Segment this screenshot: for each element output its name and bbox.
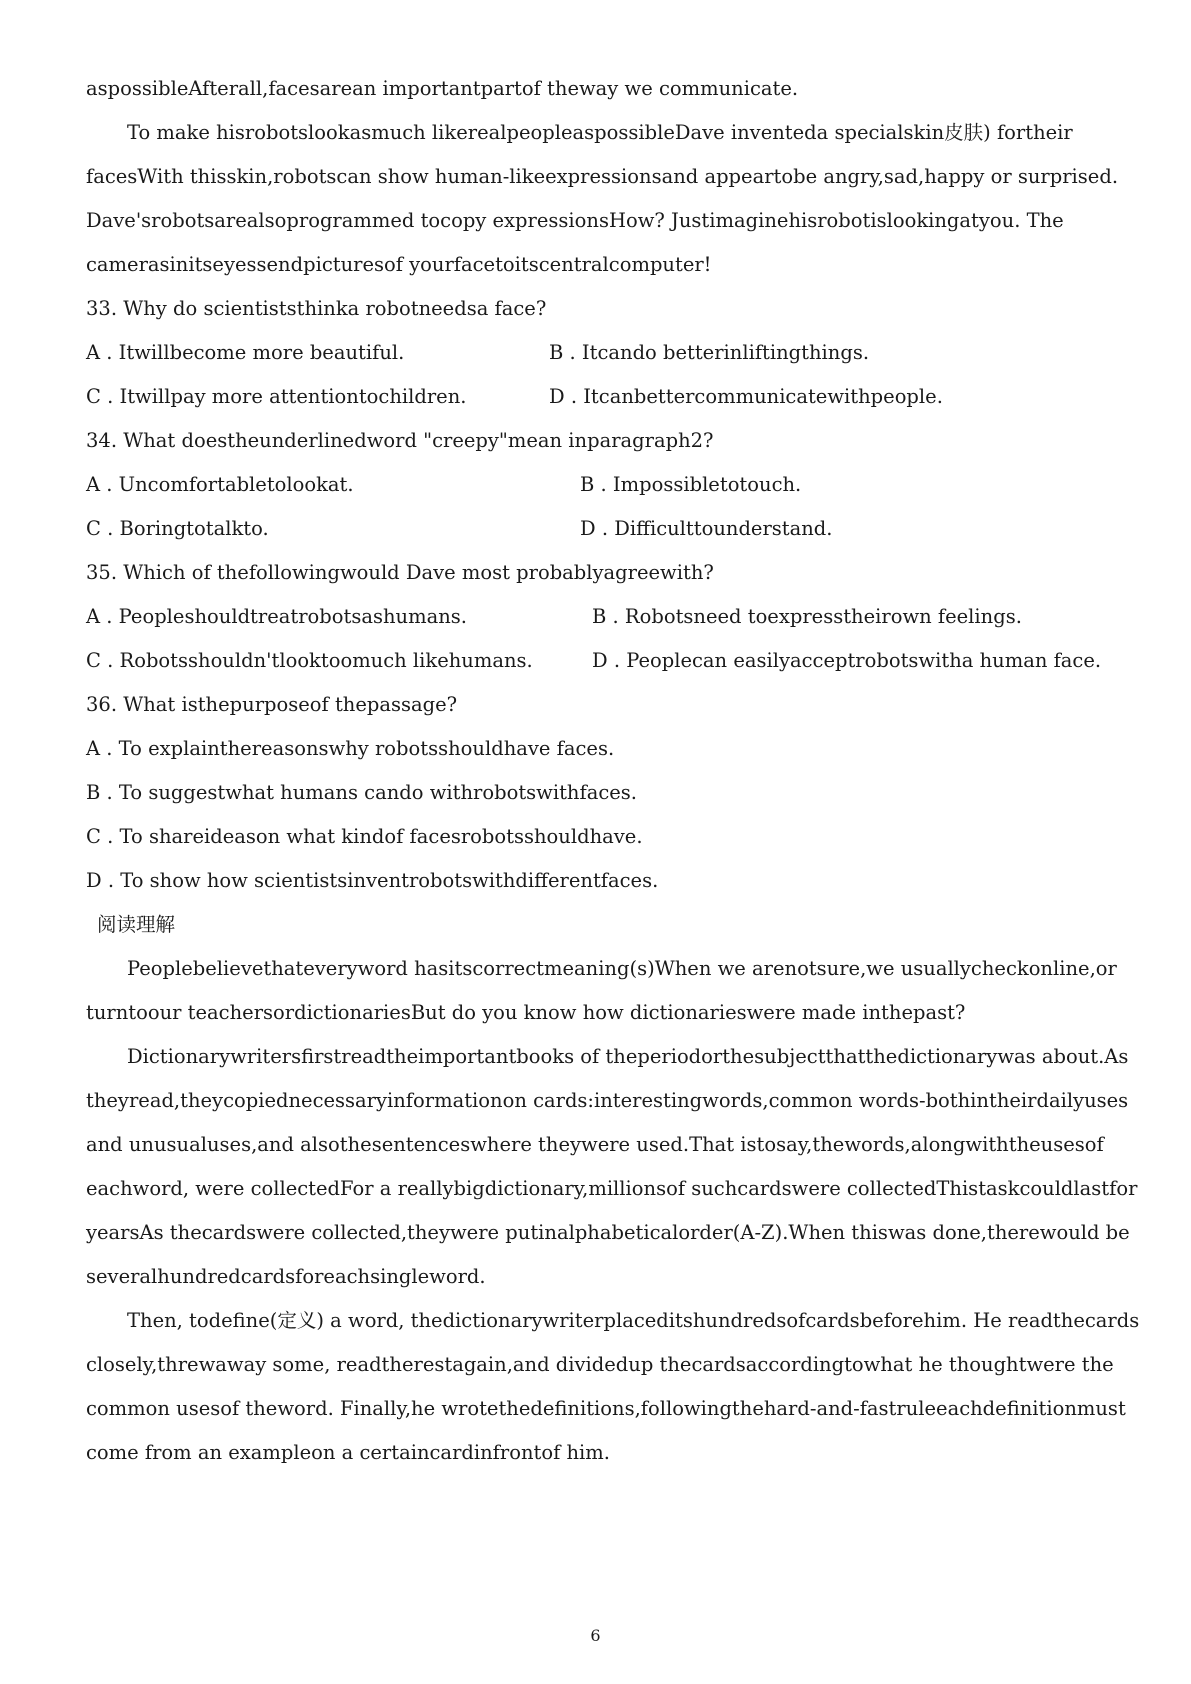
passage-line: Dictionarywritersfirstreadtheimportantbooks of theperiodorthesubjectthatthedictionarywas about.As	[127, 1045, 1129, 1068]
passage-line: yearsAs thecardswere collected,theywere putinalphabeticalorder(A-Z).When thiswas done,therewould be	[86, 1221, 1130, 1244]
option-a: A . To explainthereasonswhy robotsshouldhave faces.	[86, 737, 615, 760]
option-b: B . Robotsneed toexpresstheirown feelings.	[592, 605, 1022, 628]
option-c: C . Itwillpay more attentiontochildren.	[86, 385, 467, 408]
option-a: A . Peopleshouldtreatrobotsashumans.	[86, 605, 467, 628]
passage-line: and unusualuses,and alsothesentenceswhere theywere used.That istosay,thewords,alongwiththeusesof	[86, 1133, 1104, 1156]
option-b: B . Itcando betterinliftingthings.	[549, 341, 870, 364]
passage-line: Peoplebelievethateveryword hasitscorrectmeaning(s)When we arenotsure,we usuallycheckonline,or	[127, 957, 1117, 980]
passage-line: Dave'srobotsarealsoprogrammed tocopy expressionsHow? Justimaginehisrobotislookingatyou. The	[86, 209, 1064, 232]
passage-line: severalhundredcardsforeachsingleword.	[86, 1265, 486, 1288]
option-c: C . To shareideason what kindof facesrobotsshouldhave.	[86, 825, 643, 848]
passage-line: facesWith thisskin,robotscan show human-likeexpressionsand appeartobe angry,sad,happy or surprised.	[86, 165, 1119, 188]
option-d: D . Difficulttounderstand.	[580, 517, 833, 540]
question-stem: 35. Which of thefollowingwould Dave most probablyagreewith?	[86, 561, 714, 584]
option-a: A . Itwillbecome more beautiful.	[86, 341, 405, 364]
section-title: 阅读理解	[97, 913, 176, 936]
option-d: D . To show how scientistsinventrobotswithdifferentfaces.	[86, 869, 659, 892]
option-d: D . Itcanbettercommunicatewithpeople.	[549, 385, 943, 408]
option-c: C . Robotsshouldn'tlooktoomuch likehumans.	[86, 649, 533, 672]
passage-line: closely,threwaway some, readtherestagain,and dividedup thecardsaccordingtowhat he thoughtwere the	[86, 1353, 1114, 1376]
passage-line: eachword, were collectedFor a reallybigdictionary,millionsof suchcardswere collectedThistaskcouldlastfor	[86, 1177, 1138, 1200]
option-d: D . Peoplecan easilyacceptrobotswitha human face.	[592, 649, 1102, 672]
question-stem: 36. What isthepurposeof thepassage?	[86, 693, 458, 716]
option-b: B . Impossibletotouch.	[580, 473, 802, 496]
option-a: A . Uncomfortabletolookat.	[86, 473, 354, 496]
passage-line: common usesof theword. Finally,he wrotethedefinitions,followingthehard-and-fastruleeachdefinitionmust	[86, 1397, 1126, 1420]
page-number: 6	[590, 1626, 601, 1645]
passage-line: turntoour teachersordictionariesBut do you know how dictionarieswere made inthepast?	[86, 1001, 966, 1024]
option-c: C . Boringtotalkto.	[86, 517, 269, 540]
passage-line: aspossibleAfterall,facesarean importantpartof theway we communicate.	[86, 77, 799, 100]
passage-line: Then, todefine(定义) a word, thedictionarywriterplaceditshundredsofcardsbeforehim. He readthecards	[127, 1309, 1140, 1332]
question-stem: 34. What doestheunderlinedword "creepy"mean inparagraph2?	[86, 429, 714, 452]
question-stem: 33. Why do scientiststhinka robotneedsa face?	[86, 297, 547, 320]
passage-line: come from an exampleon a certaincardinfrontof him.	[86, 1441, 610, 1464]
option-b: B . To suggestwhat humans cando withrobotswithfaces.	[86, 781, 637, 804]
passage-line: To make hisrobotslookasmuch likerealpeopleaspossibleDave inventeda specialskin皮肤) fortheir	[127, 121, 1073, 144]
passage-line: camerasinitseyessendpicturesof yourfacetoitscentralcomputer!	[86, 253, 712, 276]
passage-line: theyread,theycopiednecessaryinformationon cards:interestingwords,common words-bothintheirdailyuses	[86, 1089, 1129, 1112]
